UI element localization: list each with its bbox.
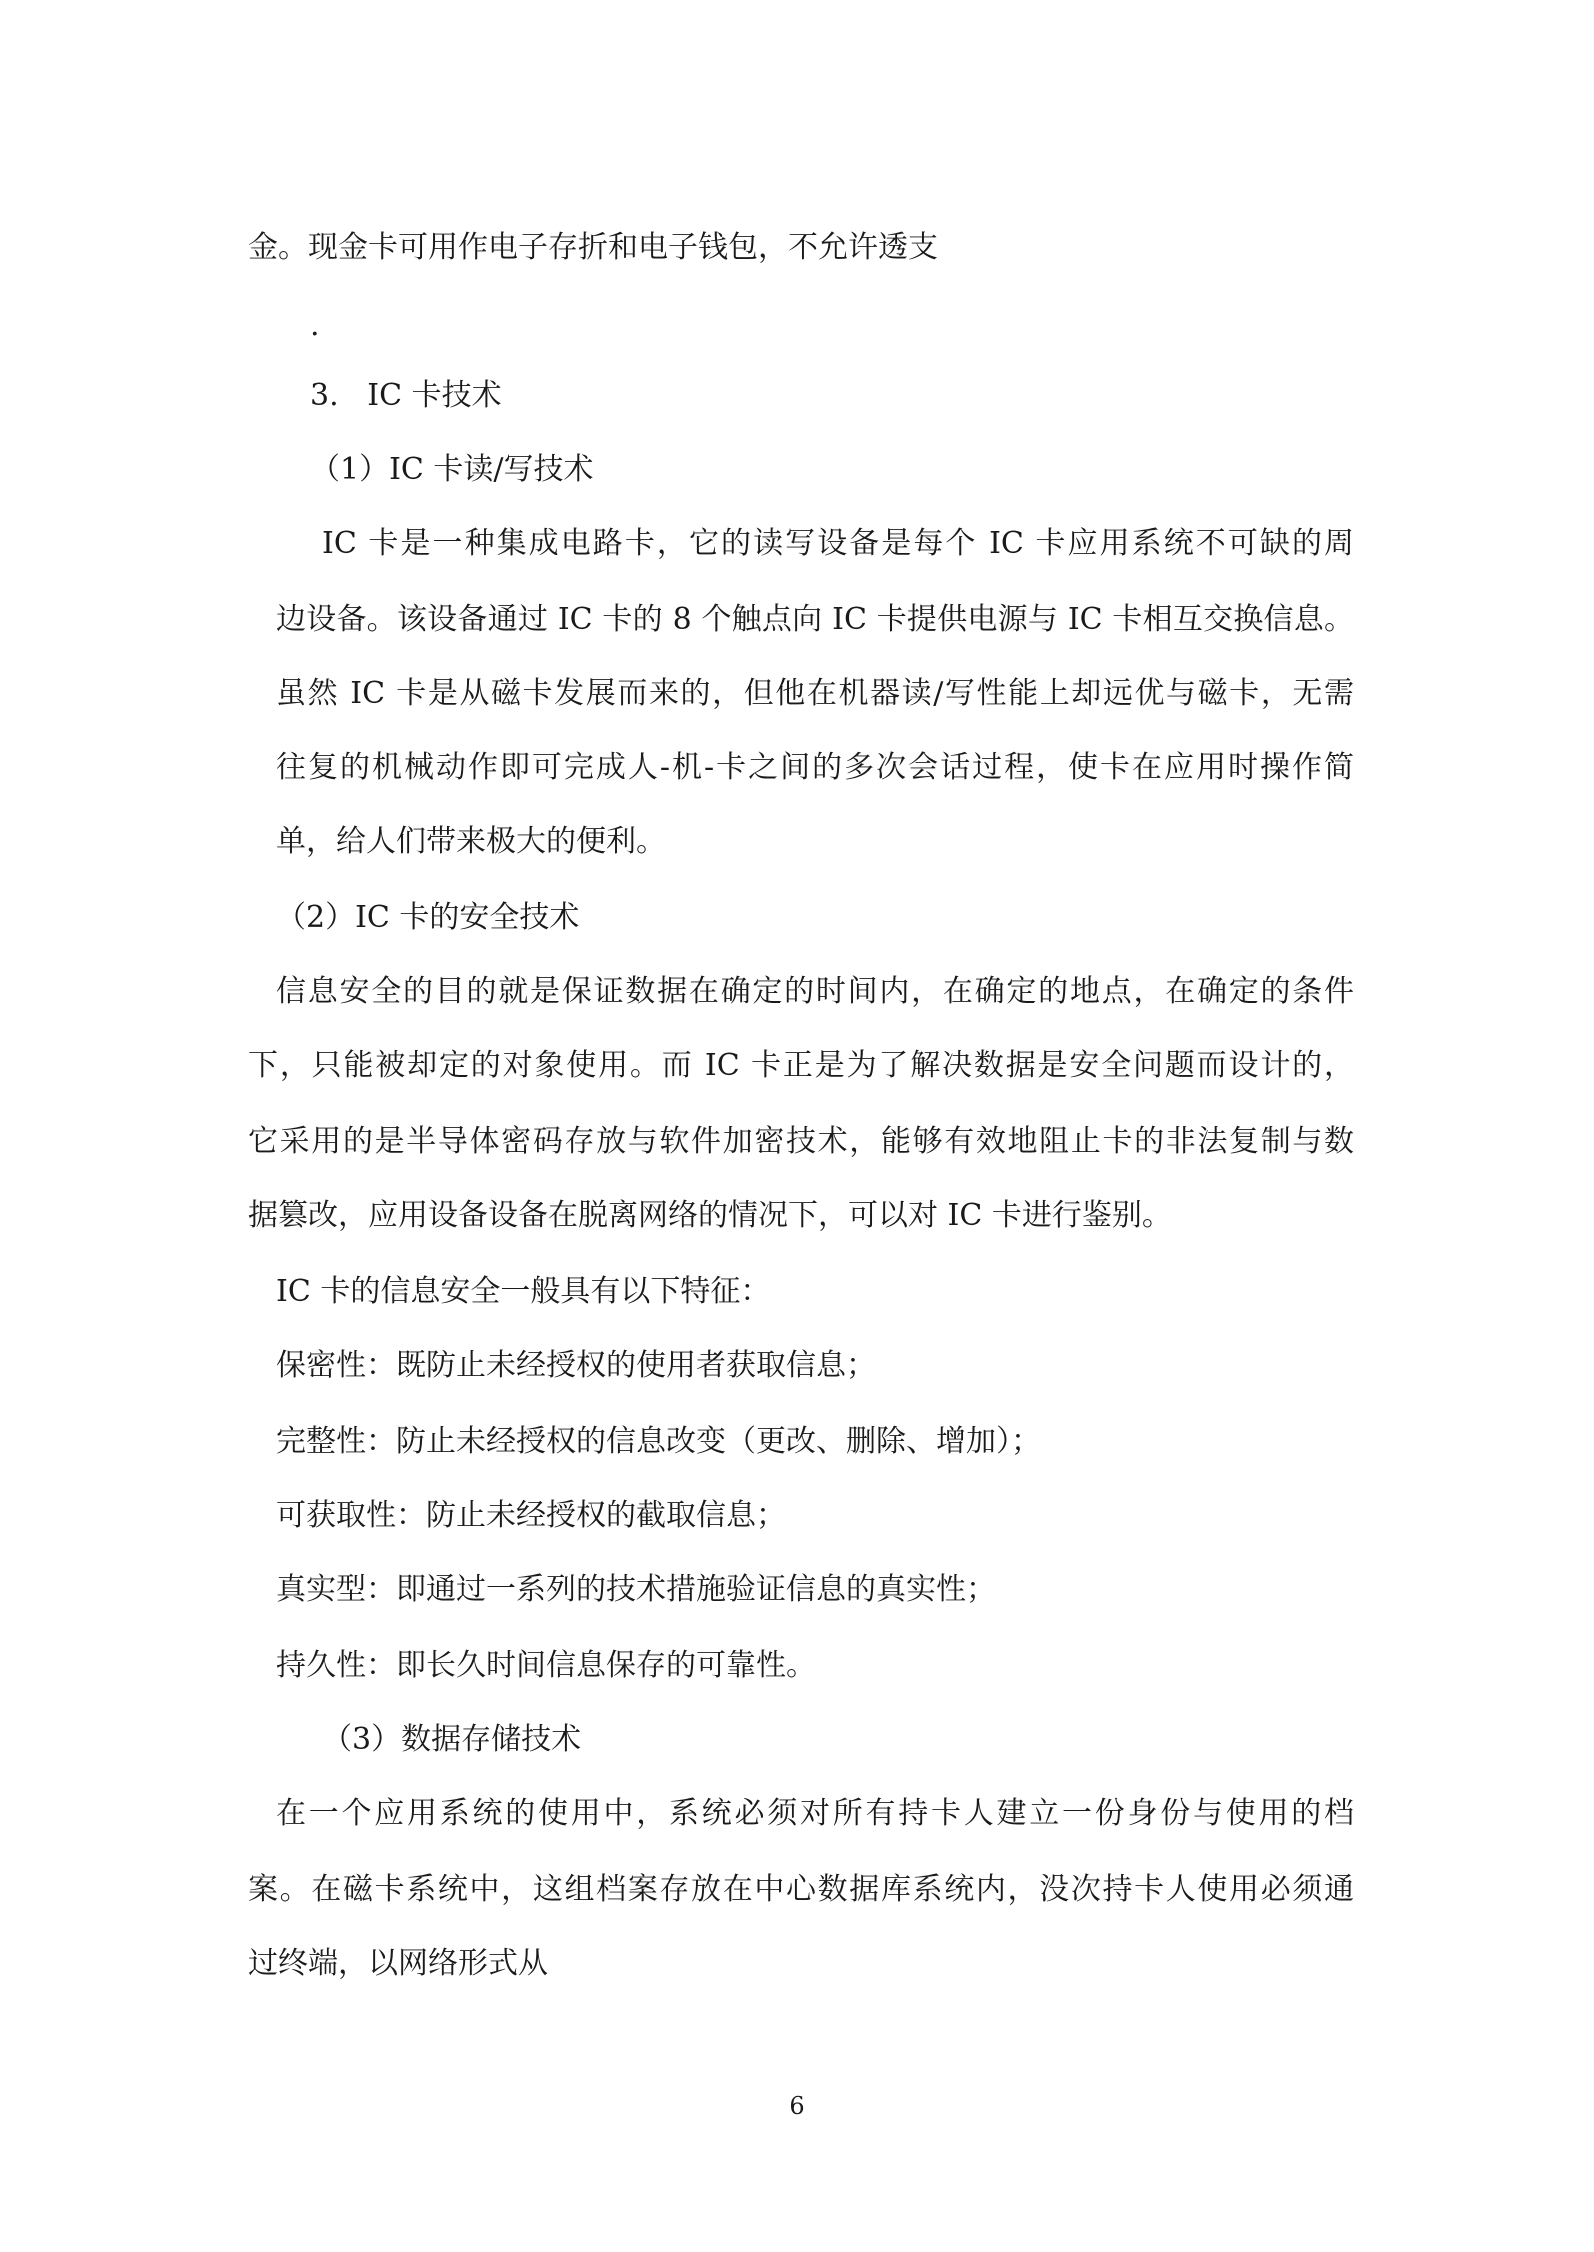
page-number: 6 — [789, 2092, 805, 2120]
list-item: 可获取性：防止未经授权的截取信息； — [276, 1498, 786, 1533]
body-line: IC 卡的信息安全一般具有以下特征： — [276, 1274, 771, 1309]
body-line: 据篡改，应用设备设备在脱离网络的情况下，可以对 IC 卡进行鉴别。 — [248, 1198, 1172, 1233]
body-line: 金。现金卡可用作电子存折和电子钱包，不允许透支 — [248, 230, 938, 265]
list-item: 持久性：即长久时间信息保存的可靠性。 — [276, 1648, 816, 1683]
body-line: . — [310, 308, 320, 343]
body-line: 下，只能被却定的对象使用。而 IC 卡正是为了解决数据是安全问题而设计的， — [248, 1048, 1354, 1083]
body-line: 单，给人们带来极大的便利。 — [276, 824, 666, 859]
body-line: 过终端，以网络形式从 — [248, 1946, 548, 1981]
list-item: 完整性：防止未经授权的信息改变（更改、删除、增加）； — [276, 1424, 1041, 1459]
list-item: 真实型：即通过一系列的技术措施验证信息的真实性； — [276, 1572, 996, 1607]
body-line: 边设备。该设备通过 IC 卡的 8 个触点向 IC 卡提供电源与 IC 卡相互交换信息。 — [276, 602, 1354, 637]
body-line: 在一个应用系统的使用中，系统必须对所有持卡人建立一份身份与使用的档 — [276, 1796, 1354, 1831]
subsection-heading: （1）IC 卡读/写技术 — [310, 452, 594, 487]
body-line: 往复的机械动作即可完成人-机-卡之间的多次会话过程，使卡在应用时操作简 — [276, 750, 1354, 785]
list-item: 保密性：既防止未经授权的使用者获取信息； — [276, 1348, 876, 1383]
section-heading: 3. IC 卡技术 — [310, 378, 502, 413]
body-line: 虽然 IC 卡是从磁卡发展而来的，但他在机器读/写性能上却远优与磁卡，无需 — [276, 676, 1354, 711]
subsection-heading: （3）数据存储技术 — [322, 1722, 582, 1757]
subsection-heading: （2）IC 卡的安全技术 — [276, 900, 580, 935]
body-line: IC 卡是一种集成电路卡，它的读写设备是每个 IC 卡应用系统不可缺的周 — [322, 526, 1354, 561]
body-line: 它采用的是半导体密码存放与软件加密技术，能够有效地阻止卡的非法复制与数 — [248, 1124, 1354, 1159]
body-line: 信息安全的目的就是保证数据在确定的时间内，在确定的地点，在确定的条件 — [276, 974, 1354, 1009]
body-line: 案。在磁卡系统中，这组档案存放在中心数据库系统内，没次持卡人使用必须通 — [248, 1872, 1354, 1907]
